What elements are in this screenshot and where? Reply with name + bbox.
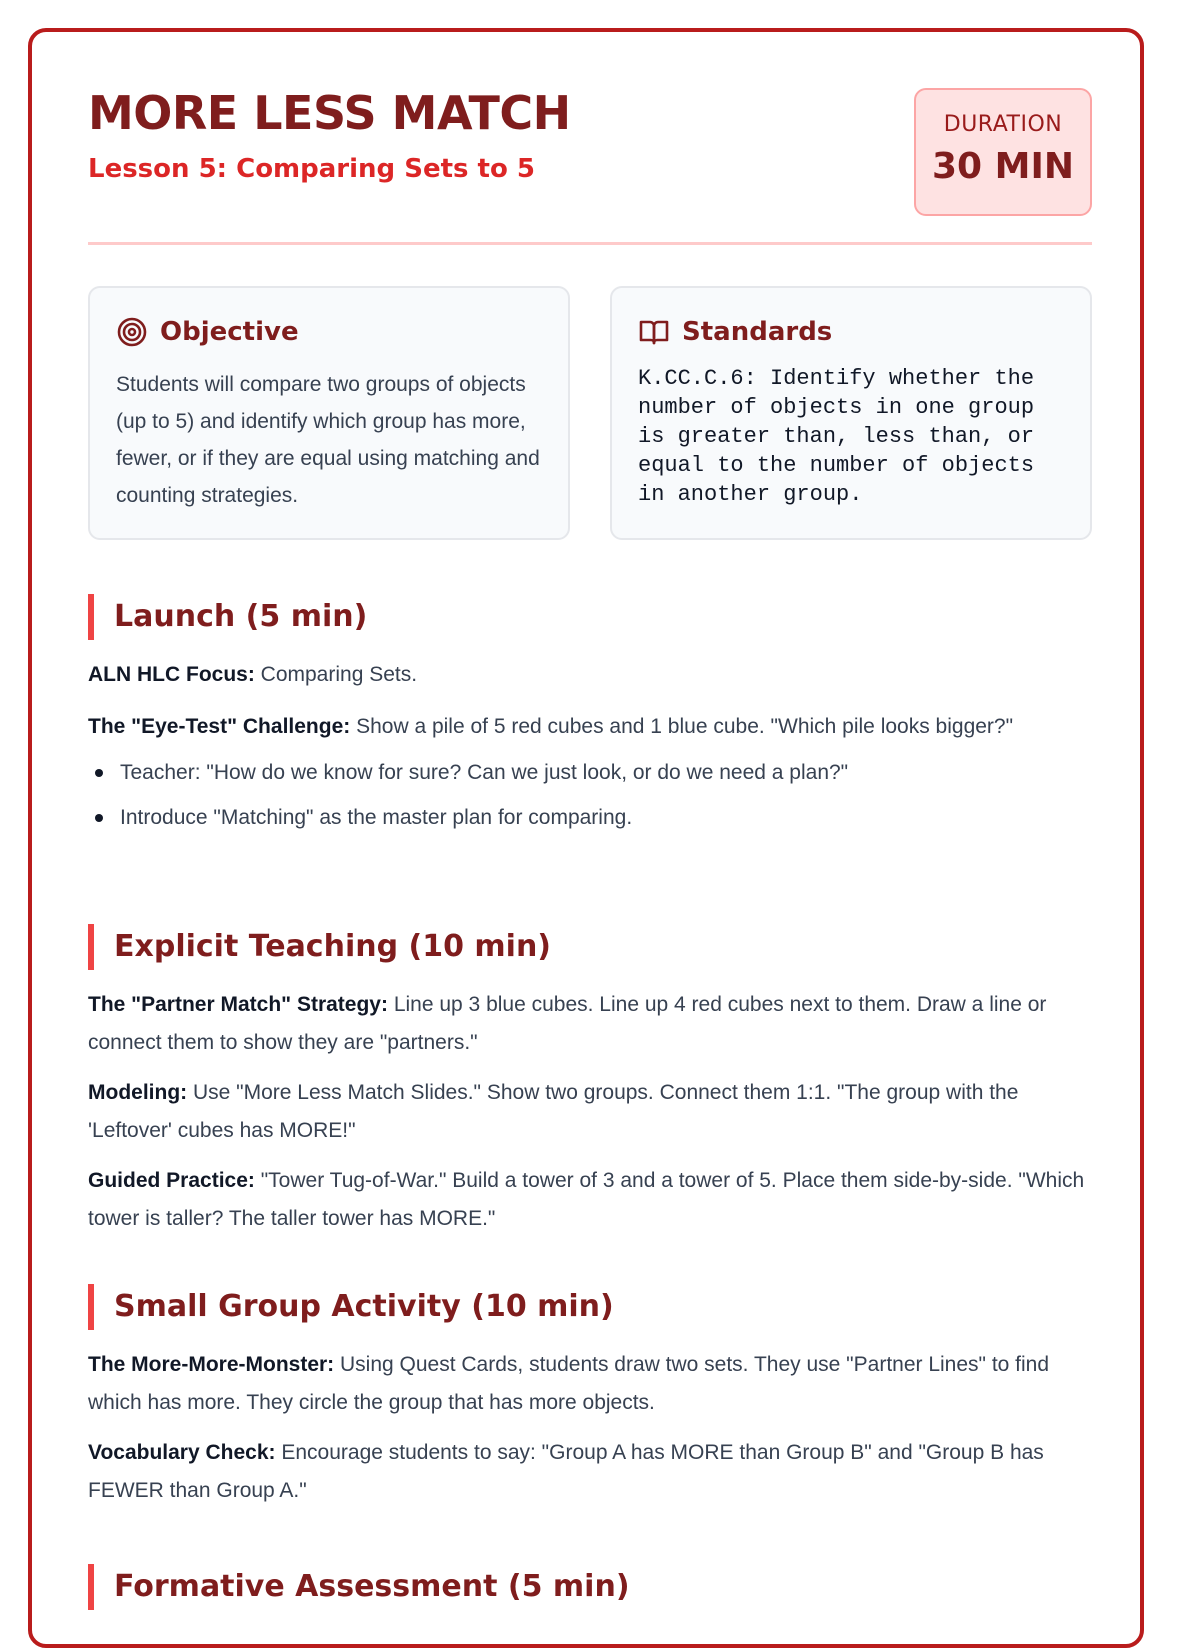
objective-text: Students will compare two groups of objects (up to 5) and identify which group has more, fewer, or if they are equal using matching and counting strategies. — [116, 373, 540, 507]
section-title: Launch (5 min) — [114, 599, 368, 634]
paragraph-text: Using Quest Cards, students draw two sets. They use "Partner Lines" to find which has more. They circle the group that has more objects. — [88, 1353, 1050, 1414]
paragraph-label: Modeling: — [88, 1081, 188, 1104]
bullet-list — [88, 750, 1092, 840]
lesson-title: MORE LESS MATCH — [88, 86, 571, 140]
section-small-group-activity — [88, 1284, 1092, 1510]
paragraph — [88, 656, 1092, 694]
paragraph — [88, 1434, 1092, 1510]
section-formative-assessment — [88, 1564, 1092, 1610]
list-item: Introduce "Matching" as the master plan for comparing. — [88, 795, 1092, 840]
paragraph — [88, 986, 1092, 1062]
paragraph-label: ALN HLC Focus: — [88, 663, 255, 686]
paragraph-label: Vocabulary Check: — [88, 1441, 276, 1464]
paragraph-label: The More-More-Monster: — [88, 1353, 335, 1376]
section-title: Formative Assessment (5 min) — [114, 1569, 630, 1604]
paragraph — [88, 1346, 1092, 1422]
section-header — [88, 924, 1092, 970]
paragraph-label: Guided Practice: — [88, 1169, 255, 1192]
target-icon — [116, 316, 148, 348]
header-divider — [88, 242, 1092, 245]
standards-box — [610, 286, 1092, 540]
section-launch — [88, 594, 1092, 840]
section-title: Small Group Activity (10 min) — [114, 1289, 614, 1324]
section-header — [88, 1284, 1092, 1330]
book-icon — [638, 316, 670, 348]
section-header — [88, 594, 1092, 640]
section-header — [88, 1564, 1092, 1610]
paragraph-text: Comparing Sets. — [254, 663, 418, 686]
duration-value: 30 MIN — [932, 146, 1074, 187]
paragraph-text: "Tower Tug-of-War." Build a tower of 3 and a tower of 5. Place them side-by-side. "Which tower is taller? The taller tower has MORE." — [88, 1169, 1085, 1230]
standards-header — [638, 316, 832, 348]
standards-title: Standards — [682, 317, 833, 347]
lesson-subtitle: Lesson 5: Comparing Sets to 5 — [88, 154, 535, 184]
duration-label: DURATION — [943, 112, 1063, 137]
paragraph-text: Encourage students to say: "Group A has MORE than Group B" and "Group B has FEWER than Group A." — [88, 1441, 1044, 1502]
objective-title: Objective — [160, 317, 299, 347]
lesson-card — [28, 28, 1144, 1648]
objective-header — [116, 316, 299, 348]
section-title: Explicit Teaching (10 min) — [114, 929, 552, 964]
standards-text: K.CC.C.6: Identify whether the number of objects in one group is greater than, less than, or equal to the number of objects in another group. — [638, 366, 1035, 507]
duration-badge — [914, 88, 1092, 216]
list-item: Teacher: "How do we know for sure? Can we just look, or do we need a plan?" — [88, 750, 1092, 795]
section-explicit-teaching — [88, 924, 1092, 1238]
paragraph-label: The "Eye-Test" Challenge: — [88, 715, 351, 738]
paragraph — [88, 1162, 1092, 1238]
paragraph-label: The "Partner Match" Strategy: — [88, 993, 388, 1016]
paragraph-text: Line up 3 blue cubes. Line up 4 red cubes next to them. Draw a line or connect them to show they are "partners." — [88, 993, 1047, 1054]
objective-box — [88, 286, 570, 540]
paragraph-text: Use "More Less Match Slides." Show two groups. Connect them 1:1. "The group with the 'Leftover' cubes has MORE!" — [88, 1081, 1019, 1142]
paragraph — [88, 708, 1092, 746]
paragraph — [88, 1074, 1092, 1150]
paragraph-text: Show a pile of 5 red cubes and 1 blue cube. "Which pile looks bigger?" — [350, 715, 1014, 738]
